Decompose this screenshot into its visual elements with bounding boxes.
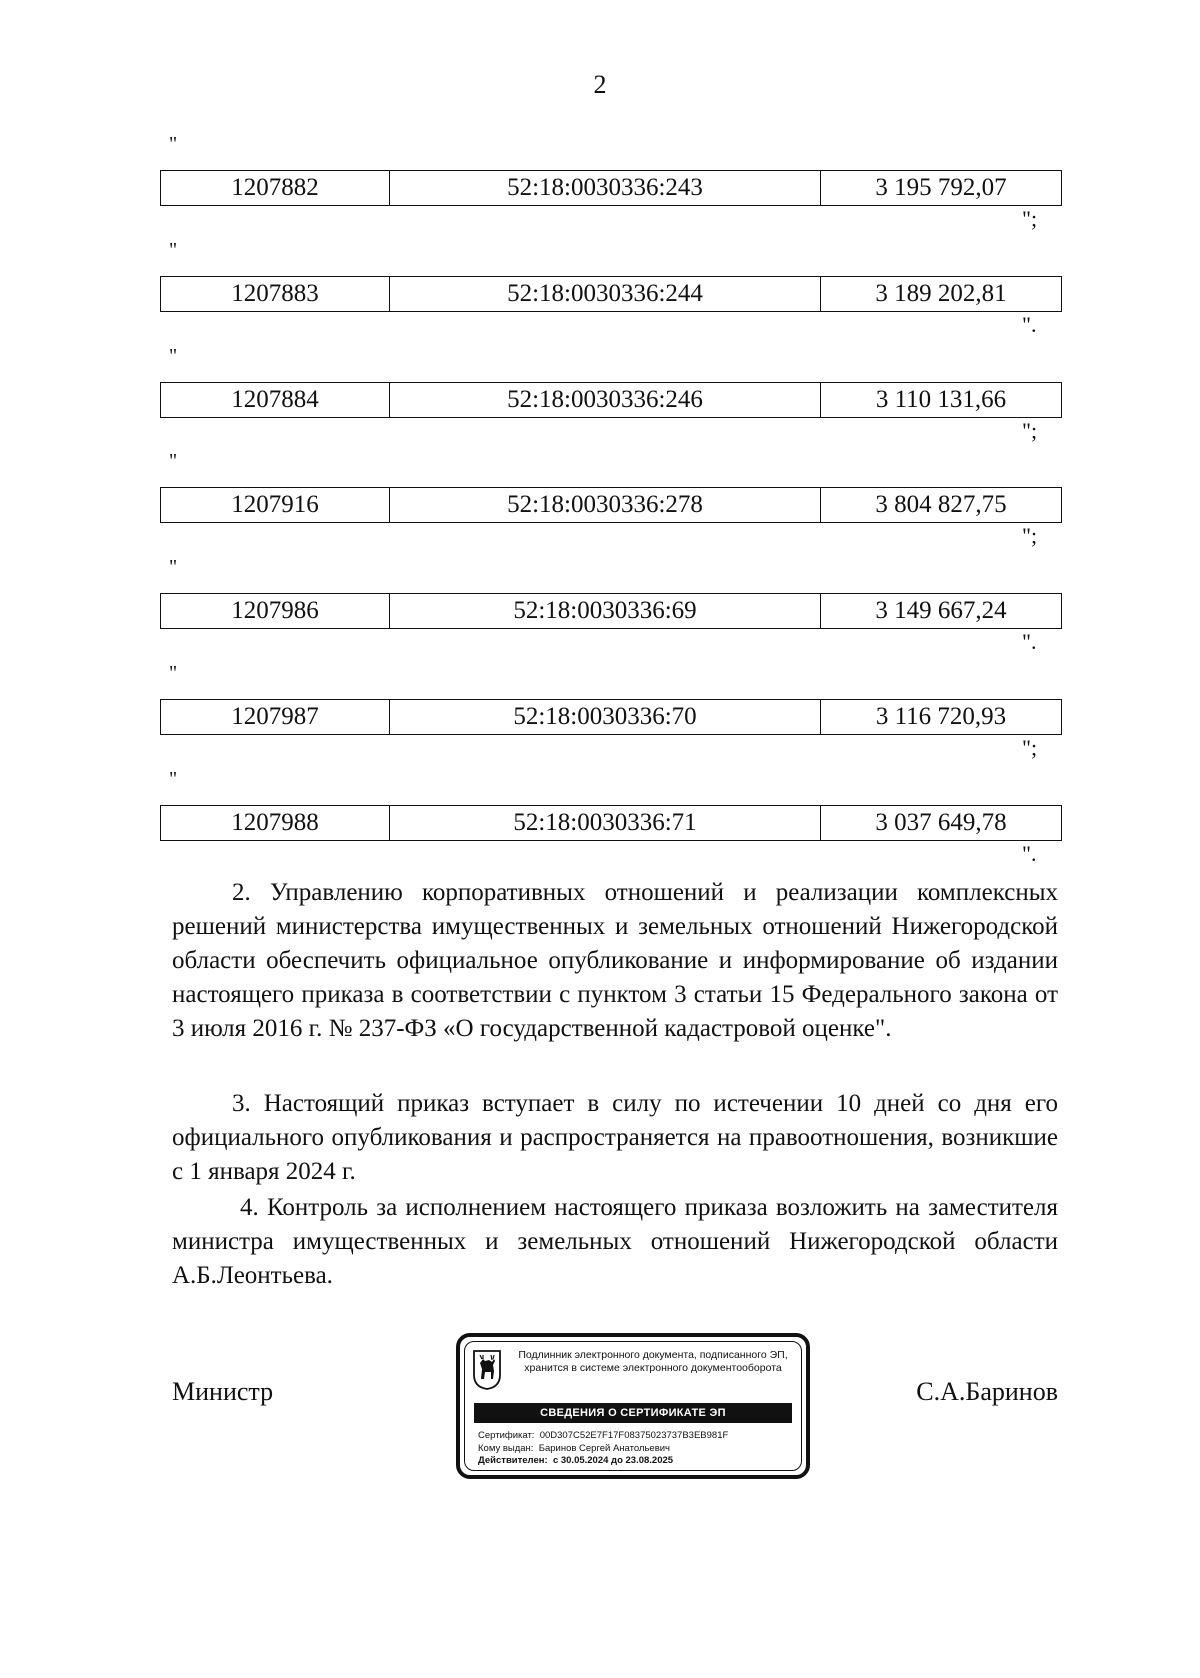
table-row (161, 488, 1062, 523)
row-value: 3 195 792,07 (821, 171, 1062, 206)
row-cadastral-number: 52:18:0030336:71 (390, 806, 821, 841)
coat-of-arms-icon (472, 1349, 502, 1391)
open-quote: " (169, 768, 178, 790)
row-value: 3 804 827,75 (821, 488, 1062, 523)
close-quote: "; (1022, 418, 1038, 443)
paragraph-4: 4. Контроль за исполнением настоящего приказа возложить на заместителя министра имущественных и земельных отношений Нижегородской области А.Б.Леонтьева. (172, 1194, 1058, 1289)
paragraph-2: 2. Управлению корпоративных отношений и реализации комплексных решений министерства имущественных и земельных отношений Нижегородской области обеспечить официальное опубликование и информирование об издании настоящего приказа в соответствии с пунктом 3 статьи 15 Федерального закона от 3 июля 2016 г. № 237-ФЗ «О государственной кадастровой оценке". (172, 879, 1058, 1042)
table-row (161, 700, 1062, 735)
row-value: 3 110 131,66 (821, 383, 1062, 418)
stamp-cert-label: Сертификат: (478, 1430, 535, 1441)
close-quote: ". (1022, 312, 1037, 337)
data-row-table (160, 593, 1062, 629)
row-id: 1207988 (161, 806, 390, 841)
row-value: 3 116 720,93 (821, 700, 1062, 735)
stamp-header-line: хранится в системе электронного документооборота (524, 1362, 782, 1374)
table-row (161, 806, 1062, 841)
row-cadastral-number: 52:18:0030336:278 (390, 488, 821, 523)
table-row (161, 277, 1062, 312)
stamp-cert-value: 00D307C52E7F17F08375023737B3EB981F (539, 1430, 729, 1441)
stamp-owner-line (478, 1443, 796, 1456)
signer-position: Министр (172, 1377, 274, 1406)
open-quote: " (169, 345, 178, 367)
row-id: 1207883 (161, 277, 390, 312)
row-value: 3 189 202,81 (821, 277, 1062, 312)
data-row-table (160, 170, 1062, 206)
row-cadastral-number: 52:18:0030336:243 (390, 171, 821, 206)
data-row-table (160, 276, 1062, 312)
table-row (161, 383, 1062, 418)
stamp-valid-value: с 30.05.2024 до 23.08.2025 (552, 1455, 674, 1466)
row-cadastral-number: 52:18:0030336:246 (390, 383, 821, 418)
open-quote: " (169, 662, 178, 684)
row-cadastral-number: 52:18:0030336:70 (390, 700, 821, 735)
row-id: 1207884 (161, 383, 390, 418)
open-quote: " (169, 239, 178, 261)
open-quote: " (169, 133, 178, 155)
paragraph-2-block (172, 876, 1058, 1046)
stamp-header-line: Подлинник электронного документа, подписанного ЭП, (518, 1349, 788, 1361)
paragraph-4-block (172, 1191, 1058, 1293)
row-value: 3 149 667,24 (821, 594, 1062, 629)
stamp-valid-label: Действителен: (478, 1455, 548, 1466)
row-cadastral-number: 52:18:0030336:69 (390, 594, 821, 629)
close-quote: "; (1022, 735, 1038, 760)
table-row (161, 171, 1062, 206)
stamp-owner-label: Кому выдан: (478, 1442, 534, 1454)
data-row-table (160, 382, 1062, 418)
close-quote: "; (1022, 206, 1038, 231)
stamp-header (510, 1349, 796, 1375)
paragraph-3: 3. Настоящий приказ вступает в силу по истечении 10 дней со дня его официального опубликования и распространяется на правоотношения, возникшие с 1 января 2024 г. (172, 1090, 1058, 1185)
stamp-details (478, 1430, 796, 1468)
stamp-owner-value: Баринов Сергей Анатольевич (538, 1442, 671, 1454)
stamp-valid-line (478, 1455, 796, 1468)
row-value: 3 037 649,78 (821, 806, 1062, 841)
data-row-table (160, 699, 1062, 735)
row-id: 1207987 (161, 700, 390, 735)
stamp-cert-line (478, 1430, 796, 1443)
row-cadastral-number: 52:18:0030336:244 (390, 277, 821, 312)
close-quote: "; (1022, 523, 1038, 548)
paragraph-3-block (172, 1087, 1058, 1189)
data-row-table (160, 487, 1062, 523)
data-row-table (160, 805, 1062, 841)
row-id: 1207986 (161, 594, 390, 629)
open-quote: " (169, 450, 178, 472)
signer-name: С.А.Баринов (916, 1377, 1058, 1406)
close-quote: ". (1022, 841, 1037, 866)
stamp-title: СВЕДЕНИЯ О СЕРТИФИКАТЕ ЭП (474, 1403, 792, 1423)
table-row (161, 594, 1062, 629)
row-id: 1207882 (161, 171, 390, 206)
close-quote: ". (1022, 629, 1037, 654)
row-id: 1207916 (161, 488, 390, 523)
open-quote: " (169, 556, 178, 578)
e-signature-stamp (456, 1333, 810, 1479)
page-number: 2 (593, 70, 607, 99)
